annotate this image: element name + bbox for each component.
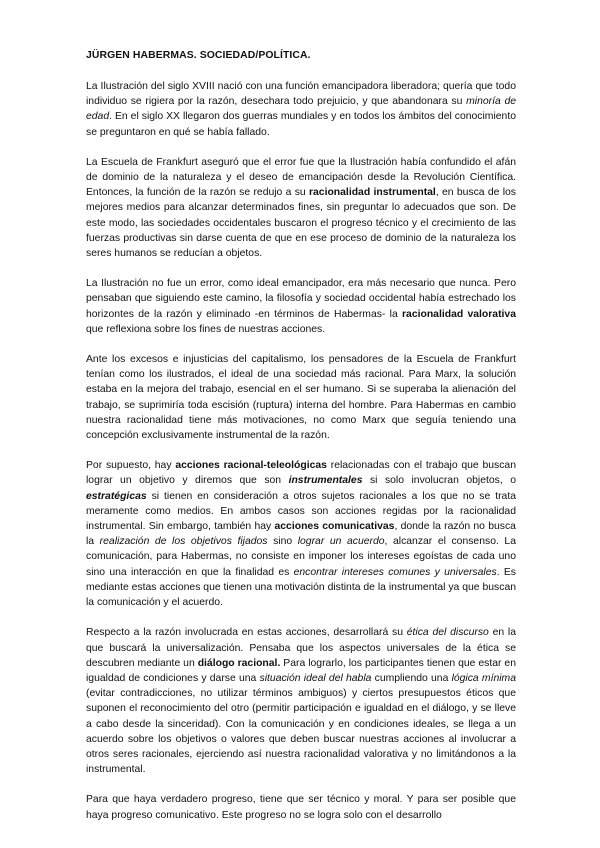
text-run: La Ilustración del siglo XVIII nació con una función emancipadora liberadora; quería que todo individuo se rigiera por la razón, desechara todo prejuicio, y que abandonara su (86, 81, 516, 108)
paragraph-escuela-frankfurt (86, 155, 516, 261)
text-run: La Ilustración no fue un error, como ideal emancipador, era más necesario que nunca. Pero pensaban que siguiendo este camino, la filosofía y sociedad occidental había estrechado los horizontes de la razón y eliminado -en términos de Habermas- la (86, 278, 516, 320)
italic-term: lógica mínima (451, 672, 516, 684)
text-run: cumpliendo una (371, 672, 452, 684)
document-title: JÜRGEN HABERMAS. SOCIEDAD/POLÍTICA. (86, 50, 311, 61)
text-run: La Escuela de Frankfurt aseguró que el error fue que la Ilustración había confundido el afán de dominio de la naturaleza y el deseo de emancipación desde la Revolución Científica. Entonces, la función de la razón se redujo a su (86, 156, 516, 199)
paragraph-capitalismo: Ante los excesos e injusticias del capitalismo, los pensadores de la Escuela de Frankfurt tenían como los ilustrados, el ideal de una sociedad más racional. Para Marx, la solución estaba en la mejora del trabajo, esencial en el ser humano. Si se superaba la alienación del trabajo, se suprimiría toda escisión (ruptura) interna del hombre. Para Habermas en cambio nuestra racionalidad tiene más motivaciones, no como Marx que seguía teniendo una concepción exclusivamente instrumental de la razón. (86, 354, 516, 442)
paragraph-progreso: Para que haya verdadero progreso, tiene que ser técnico y moral. Y para ser posible que haya progreso comunicativo. Este progreso no se logra solo con el desarrollo (86, 794, 516, 821)
text-run: , en busca de los mejores medios para alcanzar determinados fines, sin preguntar lo adecuados que son. De este modo, las sociedades occidentales buscaron el progreso técnico y el crecimiento de las fuerzas productivas sin darse cuenta de que en ese proceso de dominio de la naturaleza los seres humanos se reducían a objetos. (86, 187, 517, 260)
text-run: (evitar contradicciones, no utilizar términos ambiguos) y ciertos presupuestos éticos que suponen el reconocimiento del otro (permitir participación e igualdad en el diálogo, y se lleve a cabo desde la sinceridad). Con la comunicación y en condiciones ideales, se llega a un acuerdo sobre los objetivos o valores que deben buscar nuestras acciones al involucrar a otros seres racionales, ejerciendo así nuestra racionalidad valorativa y no limitándonos a la instrumental. (86, 688, 516, 776)
text-run: Respecto a la razón involucrada en estas acciones, desarrollará su (86, 627, 407, 639)
bold-term: acciones racional-teleológicas (175, 460, 327, 472)
paragraph-acciones (86, 458, 516, 610)
italic-term: ética del discurso (406, 627, 489, 639)
bold-term: racionalidad instrumental (308, 187, 436, 199)
text-run: que reflexiona sobre los fines de nuestras acciones. (86, 323, 326, 335)
italic-term: lograr un acuerdo (297, 536, 385, 548)
text-run: , donde la razón no busca la (86, 521, 516, 548)
text-run: . En el siglo XX llegaron dos guerras mundiales y en todos los ámbitos del conocimiento se preguntaron en qué se había fallado. (86, 111, 516, 138)
document-page (86, 50, 516, 838)
text-run: Por supuesto, hay (86, 460, 176, 472)
paragraph-ilustracion-error (86, 276, 516, 337)
paragraph-etica-discurso (86, 625, 516, 777)
paragraph-ilustracion (86, 79, 516, 140)
text-run: si tienen en consideración a otros sujetos racionales a los que no se trata meramente como medios. En ambos casos son acciones regidas por la racionalidad instrumental. Sin embargo, también hay (86, 490, 516, 533)
text-run: . Es mediante estas acciones que tienen una motivación distinta de la instrumental ya que buscan la comunicación y el acuerdo. (86, 566, 516, 609)
text-run: sino (267, 536, 298, 548)
bold-term: acciones comunicativas (274, 521, 395, 533)
italic-term: minoría de edad (86, 96, 517, 123)
text-run: si solo involucran objetos, o (362, 475, 516, 487)
text-run: relacionadas con el trabajo que buscan lograr un objetivo y diremos que son (86, 460, 516, 487)
text-run: en la que buscará la universalización. Pensaba que los aspectos universales de la ética se descubren mediante un (86, 627, 517, 669)
italic-term: encontrar intereses comunes y universales (293, 566, 497, 578)
italic-term: realización de los objetivos fijados (99, 536, 268, 548)
bold-italic-term: instrumentales (288, 475, 363, 487)
italic-term: situación ideal del habla (259, 672, 372, 684)
bold-term: diálogo racional. (197, 657, 281, 669)
text-run: , alcanzar el consenso. La comunicación, para Habermas, no consiste en imponer los intereses egoístas de cada uno sino una interacción en que la finalidad es (86, 536, 516, 578)
bold-italic-term: estratégicas (86, 490, 147, 502)
bold-term: racionalidad valorativa (402, 308, 516, 320)
text-run: Para lograrlo, los participantes tienen que estar en igualdad de condiciones y darse una (86, 657, 516, 684)
